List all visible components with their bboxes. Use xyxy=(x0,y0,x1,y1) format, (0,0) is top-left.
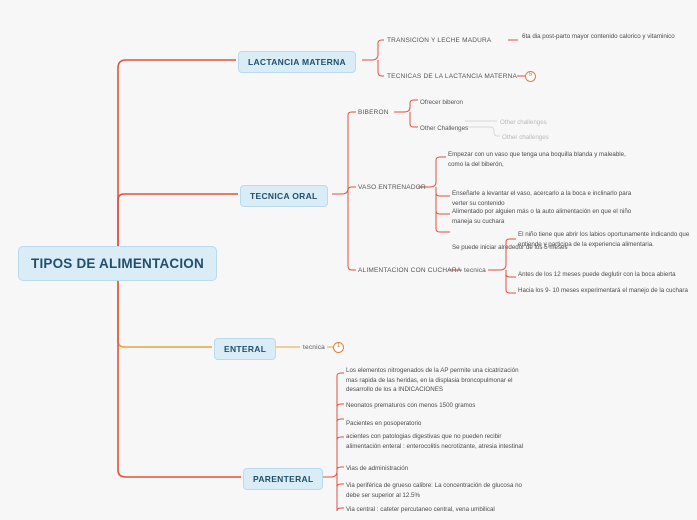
leaf-parenteral-6: Via periférica de grueso calibre: La concentración de glucosa no debe ser superior al 12.5% xyxy=(346,482,522,499)
leaf-vaso-2: Enseñarle a levantar el vaso, acercarlo a la boca e inclinarlo para verter su contenido xyxy=(452,190,632,207)
leaf-cuchara-3: Hacia los 9- 10 meses experimentará el manejo de la cuchara xyxy=(518,287,688,294)
leaf-parenteral-3: Pacientes en posoperatorio xyxy=(346,420,422,427)
node-cuchara-tecnica[interactable]: tecnica xyxy=(464,267,486,274)
leaf-transicion-detail: 6ta dia post-parto mayor contenido calorico y vitaminico xyxy=(522,33,675,40)
leaf-cuchara-1: El niño tiene que abrir los labios oportunamente indicando que entiende y participa de la experiencia alimentaria. xyxy=(518,231,690,248)
branch-node-parenteral[interactable]: PARENTERAL xyxy=(243,468,323,490)
node-other-challenges-faded-2[interactable]: Other challenges xyxy=(502,134,549,141)
root-node[interactable]: TIPOS DE ALIMENTACION xyxy=(18,246,217,281)
leaf-vaso-1: Empezar con un vaso que tenga una boquilla blanda y maleable, como la del biberón, xyxy=(448,151,626,168)
node-biberon[interactable]: BIBERON xyxy=(358,109,389,116)
leaf-vaso-3: Alimentado por alguien más o la auto alimentación en que el niño maneja su cuchara xyxy=(452,208,632,225)
node-tecnicas-lactancia-materna[interactable]: TECNICAS DE LA LACTANCIA MATERNA xyxy=(387,73,518,80)
branch-node-enteral[interactable]: ENTERAL xyxy=(214,338,276,360)
collapse-badge-tecnicas-lactancia[interactable]: 6 xyxy=(525,71,536,82)
leaf-cuchara-2: Antes de los 12 meses puede deglutir con la boca abierta xyxy=(518,271,676,278)
branch-node-tecnica-oral[interactable]: TECNICA ORAL xyxy=(240,185,328,207)
collapse-badge-enteral-tecnica[interactable]: 1 xyxy=(333,342,344,353)
node-ofrecer-biberon[interactable]: Ofrecer biberon xyxy=(420,99,463,106)
leaf-parenteral-2: Neonatos prematuros con menos 1500 gramos xyxy=(346,402,476,409)
node-enteral-tecnica[interactable]: tecnica xyxy=(303,344,325,351)
leaf-parenteral-4: acientes con patologias digestivas que no pueden recibir alimentación enteral : enterocolitis necrotizante, atresia intestinal xyxy=(346,433,524,450)
node-vaso-entrenador[interactable]: VASO ENTRENADOR xyxy=(358,184,426,191)
node-transicion-leche-madura[interactable]: TRANSICION Y LECHE MADURA xyxy=(387,37,492,44)
node-other-challenges[interactable]: Other Challenges xyxy=(420,125,469,132)
node-alimentacion-con-cuchara[interactable]: ALIMENTACION CON CUCHARA xyxy=(358,267,462,274)
branch-node-lactancia-materna[interactable]: LACTANCIA MATERNA xyxy=(238,51,356,73)
leaf-parenteral-5: Vias de administración xyxy=(346,465,409,472)
leaf-parenteral-1: Los elementos nitrogenados de la AP permite una cicatrización mas rapida de las heridas, en la displasia broncopulmonar el desarrollo de los a INDICACIONES xyxy=(346,367,519,394)
leaf-vaso-4: Se puede iniciar alrededor de los 5 meses xyxy=(452,244,568,251)
node-other-challenges-faded-1[interactable]: Other challenges xyxy=(500,119,547,126)
leaf-parenteral-7: Via central : cateter percutaneo central, vena umbilical xyxy=(346,506,495,513)
